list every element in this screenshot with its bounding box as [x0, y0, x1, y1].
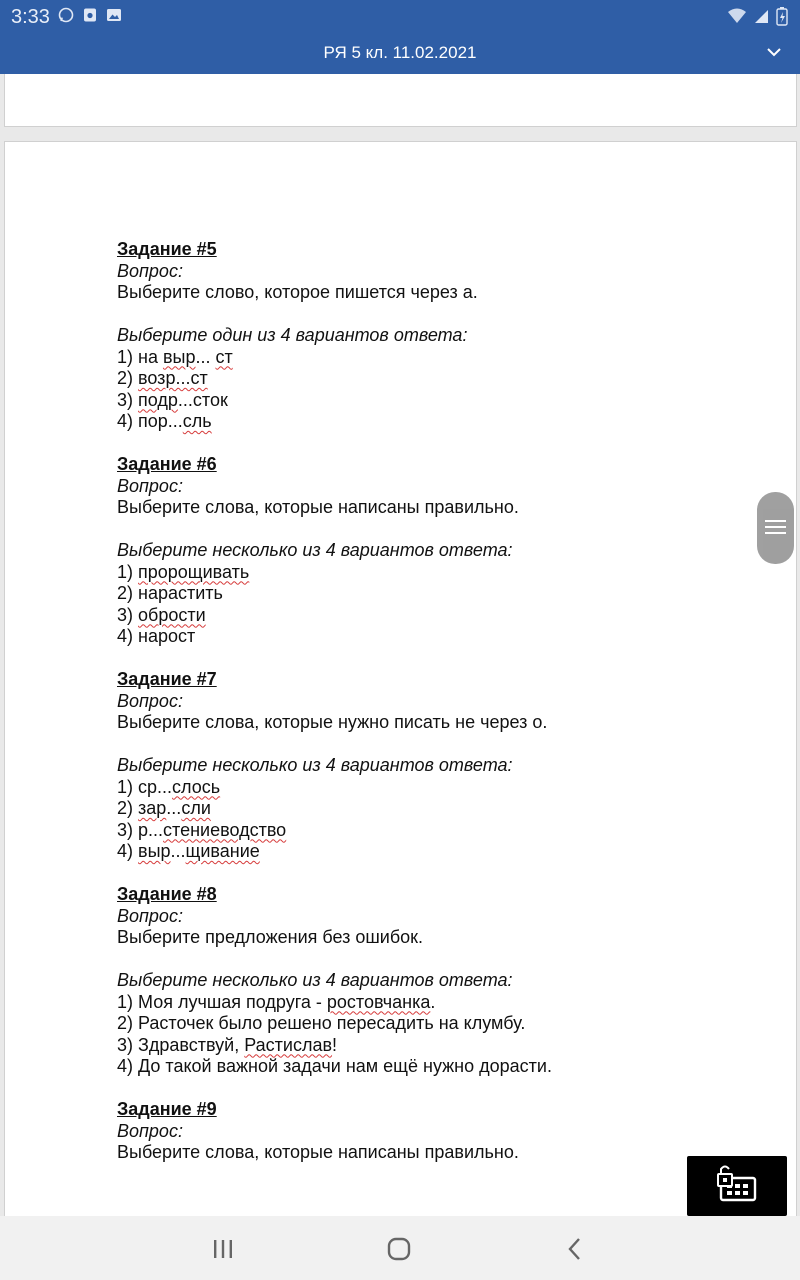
- document-page: [4, 141, 797, 1223]
- answer-option: [117, 411, 757, 433]
- answer-option: [117, 820, 757, 842]
- option-text: 2) Расточек было решено пересадить на клумбу.: [117, 1013, 526, 1033]
- gallery-icon: [106, 7, 122, 23]
- answer-instruction: Выберите несколько из 4 вариантов ответа:: [117, 755, 513, 775]
- spellcheck-word: стениеводство: [163, 819, 287, 840]
- question-text: Выберите слова, которые написаны правильно.: [117, 497, 519, 517]
- option-text: 1) ср...: [117, 776, 173, 797]
- spellcheck-word: выр: [138, 841, 171, 861]
- scroll-handle[interactable]: [757, 492, 794, 564]
- system-icons: [726, 6, 788, 31]
- back-icon[interactable]: [561, 1236, 589, 1262]
- question-label: Вопрос:: [117, 260, 183, 281]
- question-text: Выберите слово, которое пишется через а.: [117, 282, 478, 302]
- option-text: 4) нарост: [117, 626, 196, 646]
- option-text: 4) До такой важной задачи нам ещё нужно дорасти.: [117, 1056, 552, 1076]
- navigation-bar: [0, 1216, 800, 1280]
- task-block: [117, 239, 757, 433]
- spellcheck-word: Растислав: [244, 1034, 333, 1055]
- spellcheck-word: сли: [181, 798, 211, 818]
- question-label: Вопрос:: [117, 475, 183, 496]
- answer-option: [117, 1035, 757, 1057]
- chevron-down-icon[interactable]: [764, 42, 784, 62]
- option-text: 1) на: [117, 346, 163, 367]
- answer-option: [117, 1013, 757, 1035]
- answer-option: [117, 777, 757, 799]
- answer-option: [117, 992, 757, 1014]
- signal-icon: [754, 7, 770, 30]
- option-text: ...: [166, 798, 182, 818]
- spellcheck-word: щивание: [185, 841, 260, 861]
- wifi-icon: [726, 7, 748, 30]
- answer-option: [117, 798, 757, 820]
- keyboard-toggle-button[interactable]: [687, 1156, 787, 1216]
- document-title: РЯ 5 кл. 11.02.2021: [323, 43, 477, 62]
- spellcheck-word: обрости: [138, 604, 206, 625]
- task-block: [117, 669, 757, 863]
- task-list: [117, 239, 757, 1185]
- option-text: !: [332, 1034, 338, 1055]
- answer-option: [117, 562, 757, 584]
- battery-charging-icon: [776, 6, 788, 31]
- task-block: [117, 884, 757, 1078]
- option-text: 4): [117, 841, 139, 861]
- task-title: Задание #8: [117, 884, 217, 904]
- option-text: 2): [117, 798, 139, 818]
- answer-instruction: Выберите несколько из 4 вариантов ответа:: [117, 970, 513, 990]
- option-text: 4) пор...: [117, 411, 183, 431]
- answer-option: [117, 368, 757, 390]
- spellcheck-word: ст: [215, 346, 233, 367]
- option-text: 1) Моя лучшая подруга -: [117, 991, 327, 1012]
- task-block: [117, 454, 757, 648]
- status-time: 3:33: [11, 6, 50, 28]
- option-text: 3): [117, 389, 139, 410]
- option-text: 3) Здравствуй,: [117, 1034, 245, 1055]
- answer-option: [117, 626, 757, 648]
- spellcheck-word: возр...ст: [138, 368, 208, 388]
- spellcheck-word: выр: [162, 346, 196, 367]
- question-text: Выберите предложения без ошибок.: [117, 927, 424, 947]
- spellcheck-word: подр: [138, 389, 178, 410]
- task-block: [117, 1099, 757, 1164]
- option-text: ...: [195, 346, 216, 367]
- previous-page: [4, 74, 797, 127]
- answer-option: [117, 583, 757, 605]
- home-icon[interactable]: [385, 1236, 413, 1262]
- answer-instruction: Выберите один из 4 вариантов ответа:: [117, 325, 468, 345]
- whatsapp-icon: [58, 7, 74, 23]
- task-title: Задание #5: [117, 239, 217, 259]
- task-title: Задание #7: [117, 669, 217, 689]
- option-text: .: [430, 991, 436, 1012]
- option-text: 2) нарастить: [117, 583, 223, 603]
- camera-app-icon: [82, 7, 98, 23]
- answer-option: [117, 1056, 757, 1078]
- option-text: 2): [117, 368, 139, 388]
- question-label: Вопрос:: [117, 1120, 183, 1141]
- task-title: Задание #9: [117, 1099, 217, 1119]
- app-bar: [0, 0, 800, 74]
- answer-option: [117, 841, 757, 863]
- answer-instruction: Выберите несколько из 4 вариантов ответа:: [117, 540, 513, 560]
- recent-apps-icon[interactable]: [209, 1236, 237, 1262]
- question-text: Выберите слова, которые написаны правильно.: [117, 1142, 519, 1162]
- spellcheck-word: ростовчанка: [326, 991, 431, 1012]
- question-label: Вопрос:: [117, 690, 183, 711]
- question-label: Вопрос:: [117, 905, 183, 926]
- option-text: 3) р...: [117, 819, 164, 840]
- spellcheck-word: слось: [172, 776, 221, 797]
- option-text: 3): [117, 604, 139, 625]
- answer-option: [117, 605, 757, 627]
- notification-icons: [58, 7, 122, 23]
- question-text: Выберите слова, которые нужно писать не через о.: [117, 712, 548, 732]
- option-text: 1): [117, 561, 139, 582]
- spellcheck-word: пророщивать: [138, 561, 250, 582]
- option-text: ...сток: [177, 389, 228, 410]
- spellcheck-word: зар: [138, 798, 167, 818]
- task-title: Задание #6: [117, 454, 217, 474]
- answer-option: [117, 347, 757, 369]
- answer-option: [117, 390, 757, 412]
- spellcheck-word: сль: [182, 411, 212, 431]
- option-text: ...: [170, 841, 186, 861]
